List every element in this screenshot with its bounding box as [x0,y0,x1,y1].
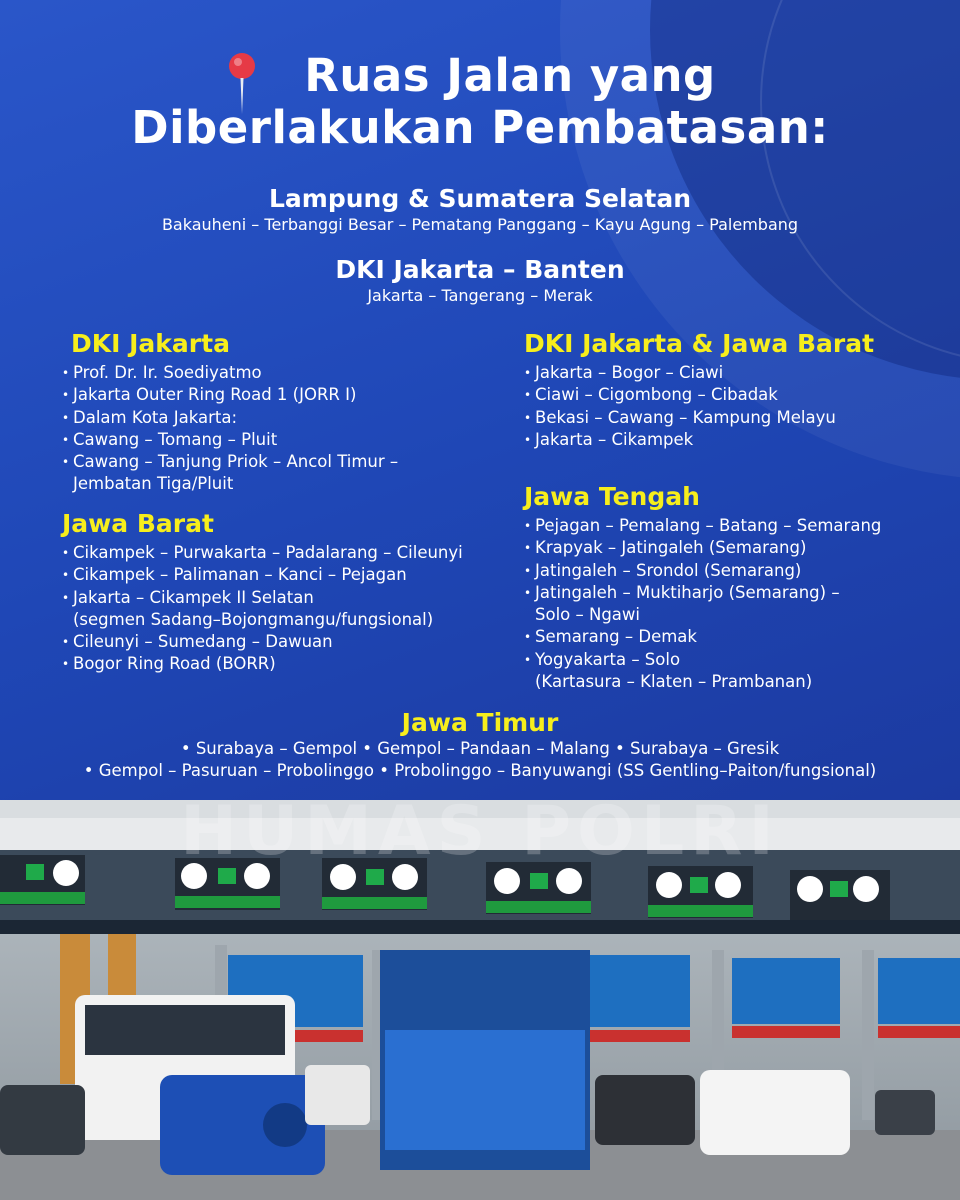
list-item: • Semarang – Demak [524,626,881,648]
list-item: • Krapyak – Jatingaleh (Semarang) [524,537,881,559]
section-lampung [0,184,960,236]
route-text: Bakauheni – Terbanggi Besar – Pematang Panggang – Kayu Agung – Palembang [161,215,799,234]
watermark: HUMAS POLRI [180,792,780,871]
list-item: • Jatingaleh – Srondol (Semarang) [524,560,881,582]
list-item: • Cikampek – Purwakarta – Padalarang – Cileunyi [62,542,463,564]
route-text: • Surabaya – Gempol • Gempol – Pandaan – Malang • Surabaya – Gresik [180,739,780,758]
list-item: • Pejagan – Pemalang – Batang – Semarang [524,515,881,537]
list-item: • Ciawi – Cigombong – Cibadak [524,384,874,406]
list-item: • Dalam Kota Jakarta: [62,407,398,429]
list-item: • Cawang – Tanjung Priok – Ancol Timur – [62,451,398,473]
route-list [62,542,463,676]
route-text: Jakarta – Tangerang – Merak [367,286,593,305]
title-line-2: Diberlakukan Pembatasan: [131,101,829,154]
region-heading: DKI Jakarta – Banten [335,255,625,284]
region-heading: Jawa Tengah [524,482,700,511]
section-jawa-barat [62,508,463,676]
region-heading: Jawa Barat [62,509,214,538]
route-text: • Gempol – Pasuruan – Probolinggo • Probolinggo – Banyuwangi (SS Gentling–Paiton/fungsional) [83,761,877,780]
list-item-continuation: Solo – Ngawi [535,605,640,625]
list-item: • Cikampek – Palimanan – Kanci – Pejagan [62,564,463,586]
list-item: • Yogyakarta – Solo [524,649,881,671]
list-item: • Jakarta – Cikampek [524,429,874,451]
route-list [524,515,881,693]
region-heading: DKI Jakarta & Jawa Barat [524,329,875,358]
region-heading: Lampung & Sumatera Selatan [269,184,691,213]
region-heading: DKI Jakarta [71,329,230,358]
route-list [524,362,874,451]
section-dki-jabar [524,328,874,451]
list-item: • Bogor Ring Road (BORR) [62,653,463,675]
list-item: • Jakarta – Cikampek II Selatan [62,587,463,609]
list-item-continuation: (Kartasura – Klaten – Prambanan) [535,672,813,692]
title-line-1: Ruas Jalan yang [304,49,716,102]
page-title [0,50,960,154]
list-item: • Jatingaleh – Muktiharjo (Semarang) – [524,582,881,604]
section-jawa-tengah [524,481,881,693]
list-item: • Jakarta Outer Ring Road 1 (JORR I) [62,384,398,406]
list-item: • Cawang – Tomang – Pluit [62,429,398,451]
route-list [62,362,398,496]
list-item: • Jakarta – Bogor – Ciawi [524,362,874,384]
section-dki-jakarta [62,328,398,496]
region-heading: Jawa Timur [401,708,559,737]
list-item: • Cileunyi – Sumedang – Dawuan [62,631,463,653]
list-item: • Bekasi – Cawang – Kampung Melayu [524,407,874,429]
list-item-continuation: Jembatan Tiga/Pluit [73,474,234,494]
list-item: • Prof. Dr. Ir. Soediyatmo [62,362,398,384]
section-jawa-timur [0,708,960,782]
list-item-continuation: (segmen Sadang–Bojongmangu/fungsional) [73,609,434,629]
section-dki-banten [0,255,960,307]
